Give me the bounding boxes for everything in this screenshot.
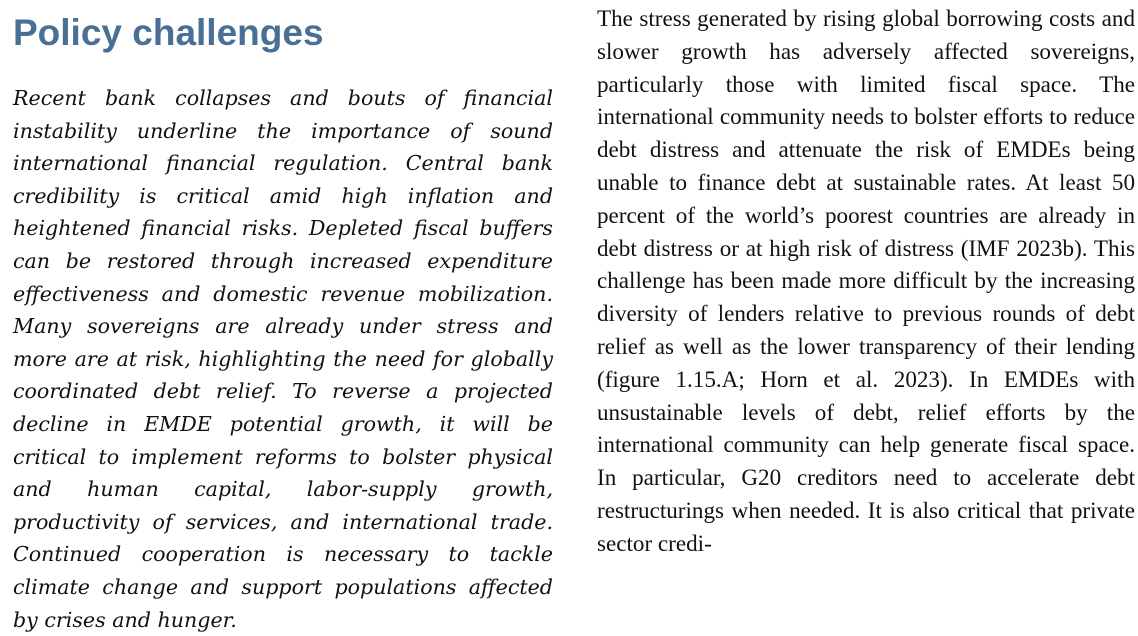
left-column xyxy=(13,0,553,636)
right-column xyxy=(597,2,1135,560)
section-title: Policy challenges xyxy=(13,12,324,53)
body-paragraph: The stress generated by rising global borrowing costs and slower growth has adversely affected sovereigns, particularly those with limited fiscal space. The international community needs to bolster efforts to reduce debt distress and attenuate the risk of EMDEs being unable to finance debt at sustainable rates. At least 50 percent of the world’s poorest countries are already in debt distress or at high risk of distress (IMF 2023b). This challenge has been made more difficult by the increasing diversity of lenders relative to previous rounds of debt relief as well as the lower transparency of their lending (figure 1.15.A; Horn et al. 2023). In EMDEs with unsustainable levels of debt, relief efforts by the international community can help generate fiscal space. In particular, G20 creditors need to accelerate debt restructurings when needed. It is also critical that private sector credi- xyxy=(597,5,1135,556)
section-summary: Recent bank collapses and bouts of financial instability underline the importance of sound international financial regulation. Central bank credibility is critical amid high inflation and heightened financial risks. Depleted fiscal buffers can be restored through increased expenditure effectiveness and domestic revenue mobilization. Many sovereigns are already under stress and more are at risk, highlighting the need for globally coordinated debt relief. To reverse a projected decline in EMDE potential growth, it will be critical to implement reforms to bolster physical and human capital, labor-supply growth, productivity of services, and international trade. Continued cooperation is necessary to tackle climate change and support populations affected by crises and hunger. xyxy=(13,86,553,632)
